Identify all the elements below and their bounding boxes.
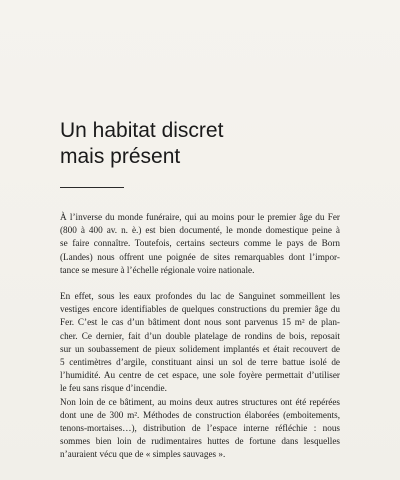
text-line: tenons-mortaises…), distribution de l’espace interne réfléchie : nous: [60, 423, 340, 434]
text-line: le feu sans risque d’incendie.: [60, 383, 167, 394]
paragraph-2: [60, 290, 340, 462]
text-line: Fer. C’est le cas d’un bâtiment dont nous sont parvenus 15 m² de plan-: [60, 317, 340, 328]
text-line: Non loin de ce bâtiment, au moins deux autres structures ont été repérées: [60, 396, 340, 407]
title-divider: [60, 187, 124, 188]
title-line-1: Un habitat discret: [60, 119, 224, 142]
text-line: À l’inverse du monde funéraire, qui au moins pour le premier âge du Fer: [60, 212, 340, 222]
text-line: vestiges encore identifiables de quelques constructions du premier âge du: [60, 304, 340, 315]
text-line: 5 centimètres d’argile, constituant ainsi un sol de terre battue isolé de: [60, 357, 340, 368]
text-line: En effet, sous les eaux profondes du lac de Sanguinet sommeillent les: [60, 291, 340, 302]
title-line-2: mais présent: [60, 145, 181, 168]
text-line: sommes bien loin de rudimentaires huttes de fortune dans lesquelles: [60, 436, 340, 447]
text-line: (800 à 400 av. n. è.) est bien documenté, le monde domestique peine à: [60, 225, 340, 236]
page-title: [60, 118, 360, 170]
text-line: sur un soubassement de pieux solidement implantés et était recouvert de: [60, 343, 340, 354]
text-line: n’auraient vécu que de « simples sauvages ».: [60, 449, 226, 460]
text-line: l’humidité. Au centre de cet espace, une sole foyère permettait d’utiliser: [60, 370, 340, 381]
body-text: [60, 211, 340, 462]
text-line: se faire connaître. Toutefois, certains secteurs comme le pays de Born: [60, 238, 340, 249]
text-line: cher. Ce dernier, fait d’un double platelage de rondins de bois, reposait: [60, 330, 340, 341]
text-line: tance se mesure à l’échelle régionale voire nationale.: [60, 264, 255, 275]
text-line: dont une de 300 m². Méthodes de construction élaborées (emboitements,: [60, 409, 340, 420]
paragraph-1: [60, 211, 340, 277]
text-line: (Landes) nous offrent une poignée de sites remarquables dont l’impor-: [60, 251, 340, 262]
